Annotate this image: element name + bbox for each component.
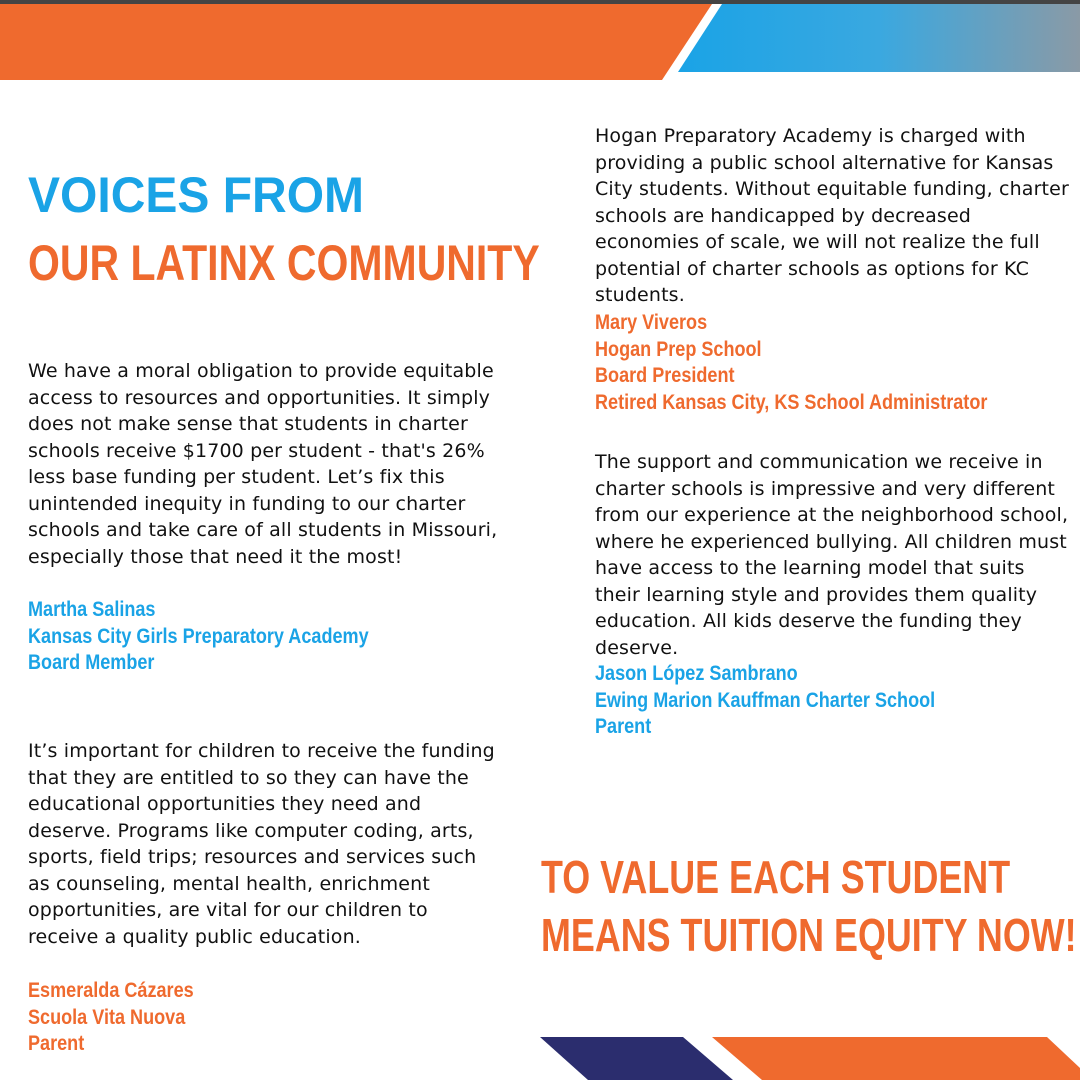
top-banner [0,0,1080,80]
attribution-role: Parent [595,715,652,738]
attribution-name: Esmeralda Cázares [28,979,194,1002]
quote-attribution [595,661,935,741]
quote-attribution [595,310,987,416]
attribution-organization: Kansas City Girls Preparatory Academy [28,624,369,648]
attribution-organization: Hogan Prep School [595,337,762,361]
bottom-banner-orange-shape [712,1037,1080,1080]
attribution-role-secondary: Retired Kansas City, KS School Administrator [595,390,988,414]
attribution-organization: Ewing Marion Kauffman Charter School [595,688,936,712]
top-banner-blue-shape [678,4,1080,72]
attribution-name: Jason López Sambrano [595,662,798,685]
quote-text: It’s important for children to receive the funding that they are entitled to so they can have the educational opportunities they need and deserve. Programs like computer coding, arts, sports, field trips; resources and services such as counseling, mental health, enrichment opportunities, are vital for our children to receive a quality public education. [28,740,495,948]
quote-text: We have a moral obligation to provide equitable access to resources and opportunities. It simply does not make sense that students in charter schools receive $1700 per student - that's 26% less base funding per student. Let’s fix this unintended inequity in funding to our charter schools and take care of all students in Missouri, especially those that need it the most! [28,360,498,568]
top-banner-dark-strip [0,0,1080,4]
call-to-action [541,848,1077,964]
attribution-name: Martha Salinas [28,598,156,621]
attribution-organization: Scuola Vita Nuova [28,1005,186,1029]
bottom-banner [0,1030,1080,1080]
attribution-role: Board President [595,364,735,387]
bottom-banner-navy-shape [540,1037,733,1080]
attribution-name: Mary Viveros [595,311,708,334]
quote-text: Hogan Preparatory Academy is charged with providing a public school alternative for Kansas City students. Without equitable funding, charter schools are handicapped by decreased economies of scale, we will not realize the full potential of charter schools as options for KC students. [595,125,1069,306]
page-title-line-1: VOICES FROM [28,167,365,223]
attribution-role: Board Member [28,651,155,674]
call-to-action-line-2: MEANS TUITION EQUITY NOW! [541,909,1077,961]
call-to-action-line-1: TO VALUE EACH STUDENT [541,851,1011,903]
page-title-line-2: OUR LATINX COMMUNITY [28,235,540,291]
quote-attribution [28,597,369,677]
quote-text: The support and communication we receive in charter schools is impressive and very different from our experience at the neighborhood school, where he experienced bullying. All children must have access to the learning model that suits their learning style and provides them quality education. All kids deserve the funding they deserve. [595,451,1069,659]
attribution-role: Parent [28,1032,85,1055]
top-banner-orange-shape [0,4,712,80]
